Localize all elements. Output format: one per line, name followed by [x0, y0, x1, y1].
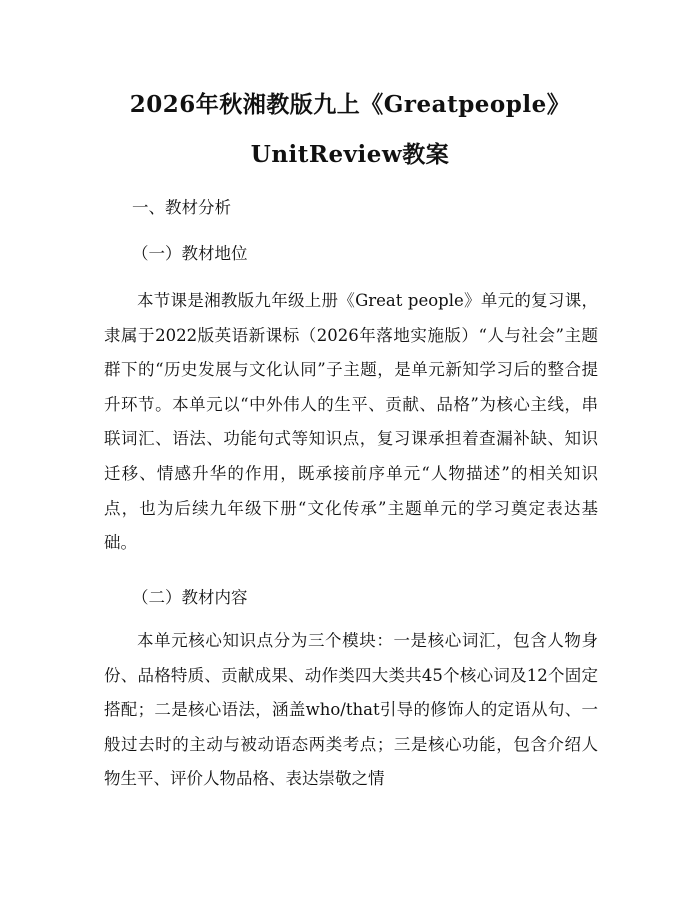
paragraph-textbook-content: 本单元核心知识点分为三个模块：一是核心词汇，包含人物身份、品格特质、贡献成果、动作类四大类共45个核心词及12个固定搭配；二是核心语法，涵盖who/that引导的修饰人的定语从句、一般过去时的主动与被动语态两类考点；三是核心功能，包含介绍人物生平、评价人物品格、表达崇敬之情 [104, 631, 598, 789]
paragraph-textbook-position: 本节课是湘教版九年级上册《Great people》单元的复习课，隶属于2022版英语新课标（2026年落地实施版）“人与社会”主题群下的“历史发展与文化认同”子主题，是单元新知学习后的整合提升环节。本单元以“中外伟人的生平、贡献、品格”为核心主线，串联词汇、语法、功能句式等知识点，复习课承担着查漏补缺、知识迁移、情感升华的作用，既承接前序单元“人物描述”的相关知识点，也为后续九年级下册“文化传承”主题单元的学习奠定表达基础。 [104, 291, 598, 553]
section-heading-textbook-analysis: 一、教材分析 [132, 198, 231, 217]
subsection-heading-textbook-position: （一）教材地位 [132, 244, 248, 263]
subsection-heading-textbook-content: （二）教材内容 [132, 588, 248, 607]
document-title-line-1: 2026年秋湘教版九上《Greatpeople》 [129, 91, 571, 118]
document-title-line-2: UnitReview教案 [250, 141, 450, 168]
